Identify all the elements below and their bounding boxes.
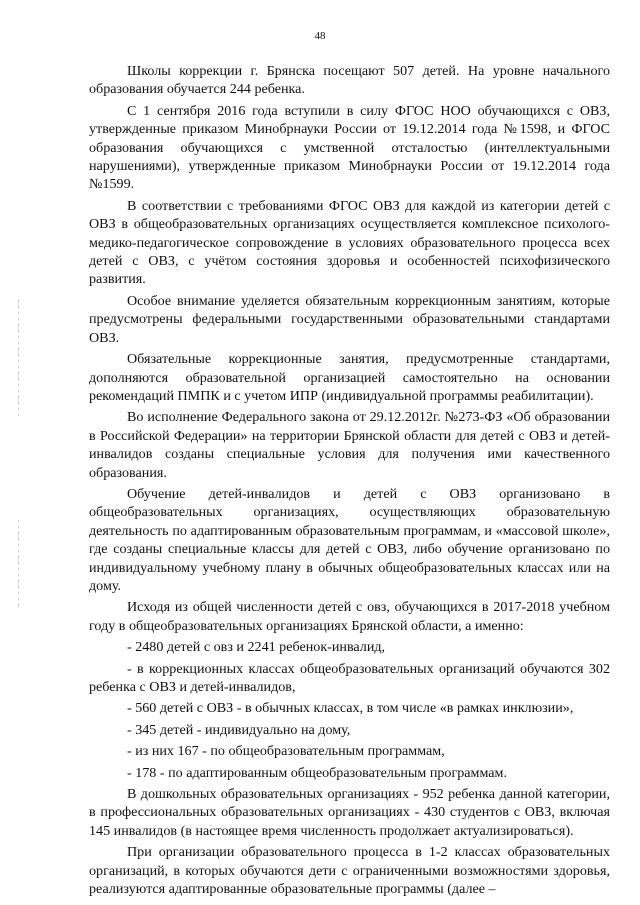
list-item: - в коррекционных классах общеобразовательных организаций обучаются 302 ребенка с ОВЗ и детей-инвалидов, — [89, 660, 610, 695]
statistics-list — [89, 638, 610, 782]
paragraph: Особое внимание уделяется обязательным коррекционным занятиям, которые предусмотрены федеральными государственными образовательными стандартами ОВЗ. — [89, 292, 610, 346]
list-item: - 178 - по адаптированным общеобразовательным программам. — [127, 764, 507, 781]
paragraph: Обязательные коррекционные занятия, предусмотренные стандартами, дополняются образовательной организацией самостоятельно на основании рекомендаций ПМПК и с учетом ИПР (индивидуальной программы реабилитации). — [89, 351, 610, 404]
paragraph: С 1 сентября 2016 года вступили в силу ФГОС НОО обучающихся с ОВЗ, утвержденные приказом Минобрнауки России от 19.12.2014 года №1598, и ФГОС образования обучающихся с умственной отсталостью (интеллектуальными нарушениями), утвержденные приказом Минобрнауки России от 19.12.2014 года №1599. — [89, 102, 610, 193]
paragraph: Исходя из общей численности детей с овз, обучающихся в 2017-2018 учебном году в общеобразовательных организациях Брянской области, а именно: — [89, 599, 610, 634]
paragraph: Во исполнение Федерального закона от 29.12.2012г. №273-ФЗ «Об образовании в Российской Федерации» на территории Брянской области для детей с ОВЗ и детей-инвалидов созданы специальные условия для получения ими качественного образования. — [89, 409, 610, 481]
document-body — [89, 62, 610, 901]
list-item: - 345 детей - индивидуально на дому, — [127, 721, 351, 738]
paragraph: В соответствии с требованиями ФГОС ОВЗ для каждой из категории детей с ОВЗ в общеобразовательных организациях осуществляется комплексное психолого-медико-педагогическое сопровождение в условиях образовательного процесса всех детей с ОВЗ, с учётом состояния здоровья и особенностей психофизического развития. — [89, 197, 610, 288]
paragraph: В дошкольных образовательных организациях - 952 ребенка данной категории, в профессиональных образовательных организациях - 430 студентов с ОВЗ, включая 145 инвалидов (в настоящее время численность продолжает актуализироваться). — [89, 786, 610, 839]
page-number: 48 — [314, 30, 326, 42]
paragraph: Обучение детей-инвалидов и детей с ОВЗ организовано в общеобразовательных организациях, осуществляющих образовательную деятельность по адаптированным образовательным программам, и «массовой школе», где созданы специальные классы для детей с ОВЗ, либо обучение организовано по индивидуальному учебному плану в обычных общеобразовательных классах или на дому. — [89, 485, 610, 594]
paragraph: При организации образовательного процесса в 1-2 классах образовательных организаций, в которых обучаются дети с ограниченными возможностями здоровья, реализуются адаптированные образовательные программы (далее – — [89, 844, 610, 898]
list-item: - из них 167 - по общеобразовательным программам, — [127, 743, 445, 760]
scan-margin-mark — [18, 300, 19, 420]
paragraph: Школы коррекции г. Брянска посещают 507 детей. На уровне начального образования обучается 244 ребенка. — [89, 63, 610, 98]
scan-margin-mark — [18, 520, 19, 610]
list-item: - 2480 детей с овз и 2241 ребенок-инвалид, — [127, 639, 386, 656]
list-item: - 560 детей с ОВЗ - в обычных классах, в том числе «в рамках инклюзии», — [127, 700, 574, 717]
